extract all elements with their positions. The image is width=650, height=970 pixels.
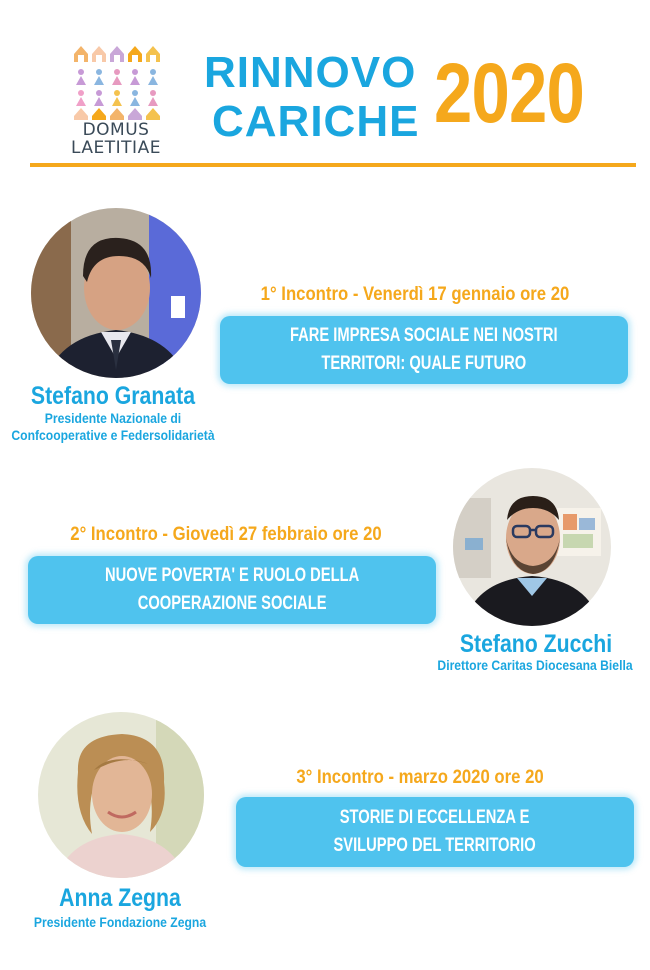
- speaker-portrait-icon: [38, 712, 204, 878]
- meeting-3-topic-line-2: SVILUPPO DEL TERRITORIO: [333, 835, 537, 856]
- speaker-name-2: Stefano Zucchi: [459, 630, 613, 658]
- speaker-name-3: Anna Zegna: [59, 884, 181, 912]
- meeting-3-topic-box: [236, 797, 634, 867]
- speaker-name-1: Stefano Granata: [30, 382, 196, 410]
- meeting-3-topic: [320, 804, 550, 860]
- meeting-2-topic-box: [28, 556, 436, 624]
- header-divider: [30, 163, 636, 167]
- speaker-role-1-line-2: Confcooperative e Federsolidarietà: [11, 428, 215, 443]
- logo-text: [62, 121, 170, 157]
- logo-line-2: LAETITIAE: [71, 138, 161, 158]
- title-year: 2020: [434, 46, 584, 140]
- meeting-1-topic: [272, 322, 576, 378]
- speaker-role-1: [11, 410, 214, 444]
- speaker-role-3: Presidente Fondazione Zegna: [33, 915, 207, 930]
- meeting-3-topic-line-1: STORIE DI ECCELLENZA E: [340, 807, 530, 828]
- meeting-2-topic-line-2: COOPERAZIONE SOCIALE: [137, 593, 327, 614]
- logo-line-1: DOMUS: [82, 120, 150, 140]
- speaker-role-1-line-1: Presidente Nazionale di: [44, 411, 182, 426]
- meeting-1-topic-box: [220, 316, 628, 384]
- meeting-2-topic: [88, 562, 377, 618]
- speaker-portrait-icon: [31, 208, 201, 378]
- title-line-2: CARICHE: [212, 97, 420, 146]
- speaker-role-2: Direttore Caritas Diocesana Biella: [437, 658, 633, 673]
- meeting-1-topic-line-1: FARE IMPRESA SOCIALE NEI NOSTRI: [290, 325, 558, 346]
- meeting-1-heading: 1° Incontro - Venerdì 17 gennaio ore 20: [260, 284, 570, 305]
- meeting-1-topic-line-2: TERRITORI: QUALE FUTURO: [321, 353, 527, 374]
- speaker-portrait-icon: [453, 468, 611, 626]
- title-line-1: RINNOVO: [204, 48, 417, 97]
- meeting-2-heading: 2° Incontro - Giovedì 27 febbraio ore 20: [70, 524, 382, 545]
- meeting-3-heading: 3° Incontro - marzo 2020 ore 20: [296, 767, 544, 788]
- meeting-2-topic-line-1: NUOVE POVERTA' E RUOLO DELLA: [104, 565, 360, 586]
